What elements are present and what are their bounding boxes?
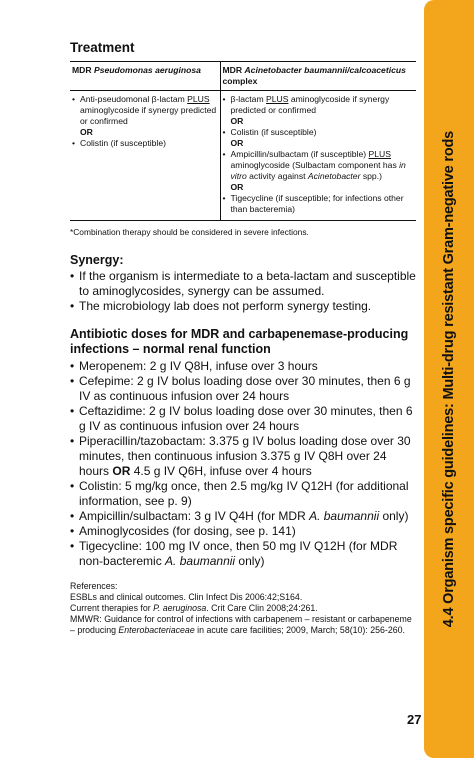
list-item: • Piperacillin/tazobactam: 3.375 g IV bolus loading dose over 30 minutes, then continuous infusion 3.375 g IV Q8H over 24 hours OR 4.5 g IV Q6H, infuse over 4 hours: [70, 434, 416, 479]
list-item: • Colistin (if susceptible): [72, 138, 217, 149]
or-label: OR: [230, 182, 244, 192]
section-tab-label-wrap: [424, 0, 474, 758]
list-item: • Tigecycline (if susceptible; for infections other than bacteremia): [223, 193, 414, 215]
list-item: • If the organism is intermediate to a beta-lactam and susceptible to aminoglycosides, synergy can be assumed.: [70, 269, 416, 299]
reference-item: Current therapies for P. aeruginosa. Crit Care Clin 2008;24:261.: [70, 603, 318, 613]
page-number: 27: [407, 712, 422, 727]
list-item: • Tigecycline: 100 mg IV once, then 50 mg IV Q12H (for MDR non-bacteremic A. baumannii only): [70, 539, 416, 569]
synergy-list: [70, 269, 416, 314]
list-item: • Colistin (if susceptible): [223, 127, 414, 138]
reference-item: MMWR: Guidance for control of infections with carbapenem – resistant or carbapeneme – producing Enterobacteriaceae in acute care facilities; 2009, March; 58(10): 256-260.: [70, 614, 412, 635]
list-item: • Aminoglycosides (for dosing, see p. 141): [70, 524, 416, 539]
page-content: [70, 38, 416, 636]
synergy-heading: Synergy:: [70, 253, 124, 267]
col-header-pseudomonas: MDR Pseudomonas aeruginosa: [70, 62, 220, 91]
references-label: References:: [70, 581, 118, 591]
list-item: • Cefepime: 2 g IV bolus loading dose over 30 minutes, then 6 g IV as continuous infusion over 24 hours: [70, 374, 416, 404]
acinetobacter-treatments: [220, 91, 416, 221]
reference-item: ESBLs and clinical outcomes. Clin Infect Dis 2006:42;S164.: [70, 592, 303, 602]
table-footnote: *Combination therapy should be considered in severe infections.: [70, 227, 309, 237]
treatment-heading: Treatment: [70, 40, 135, 55]
or-label: OR: [230, 116, 244, 126]
list-item: • Ceftazidime: 2 g IV bolus loading dose over 30 minutes, then 6 g IV as continuous infusion over 24 hours: [70, 404, 416, 434]
pseudomonas-treatments: [70, 91, 220, 221]
list-item: • Colistin: 5 mg/kg once, then 2.5 mg/kg IV Q12H (for additional information, see p. 9): [70, 479, 416, 509]
doses-list: [70, 359, 416, 569]
references: [70, 581, 416, 636]
treatment-table: [70, 61, 416, 221]
doses-heading: Antibiotic doses for MDR and carbapenemase-producing infections – normal renal function: [70, 327, 409, 356]
list-item: • β-lactam PLUS aminoglycoside if synergy predicted or confirmed: [223, 94, 414, 116]
list-item: • Ampicillin/sulbactam (if susceptible) PLUS aminoglycoside (Sulbactam component has in vitro activity against Acinetobacter spp.): [223, 149, 414, 182]
list-item: • Ampicillin/sulbactam: 3 g IV Q4H (for MDR A. baumannii only): [70, 509, 416, 524]
col-header-acinetobacter: MDR Acinetobacter baumannii/calcoaceticus complex: [220, 62, 416, 91]
section-tab-label: 4.4 Organism specific guidelines: Multi-drug resistant Gram-negative rods: [441, 130, 457, 628]
list-item: • Anti-pseudomonal β-lactam PLUS aminoglycoside if synergy predicted or confirmed: [72, 94, 217, 127]
list-item: • Meropenem: 2 g IV Q8H, infuse over 3 hours: [70, 359, 416, 374]
list-item: • The microbiology lab does not perform synergy testing.: [70, 299, 416, 314]
or-label: OR: [80, 127, 93, 137]
or-label: OR: [230, 138, 244, 148]
